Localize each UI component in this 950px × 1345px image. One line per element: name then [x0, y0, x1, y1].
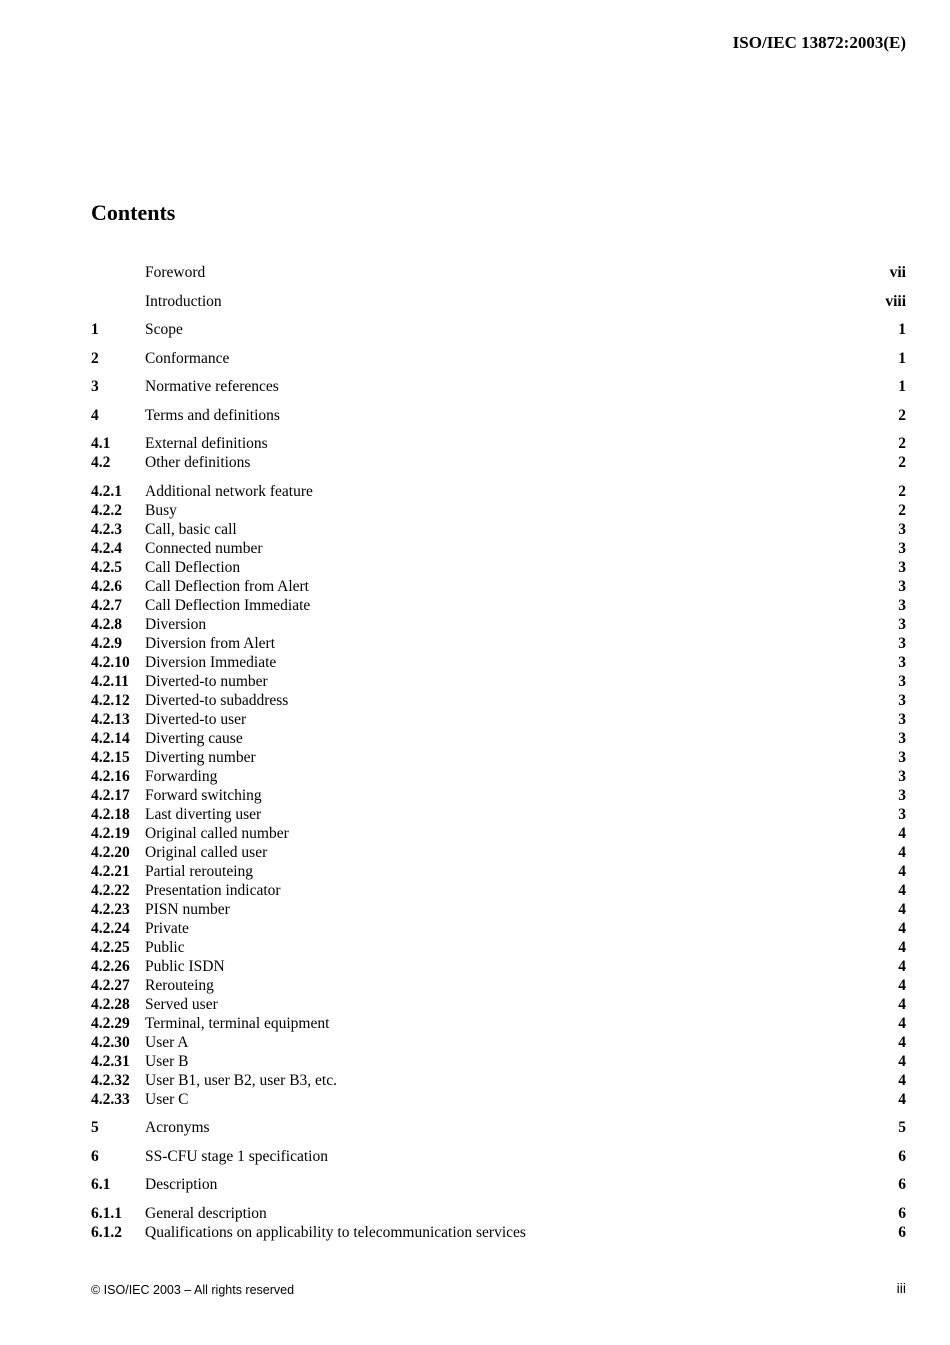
- toc-entry-page: 1: [898, 378, 906, 395]
- toc-entry-page: 4: [898, 1090, 906, 1108]
- toc-entry-label: Partial rerouteing: [145, 862, 254, 880]
- toc-entry-page: 4: [898, 938, 906, 956]
- toc-entry-page: 2: [898, 406, 906, 424]
- toc-entry-number: 4.2.8: [91, 615, 122, 633]
- toc-entry-page: 1: [898, 349, 906, 367]
- toc-entry-label: User B: [145, 1052, 189, 1070]
- toc-entry-page: 3: [898, 596, 906, 614]
- toc-entry-label: Served user: [145, 995, 218, 1013]
- toc-entry-label: Call Deflection Immediate: [145, 596, 311, 614]
- toc-entry-number: 4.2.27: [91, 976, 130, 994]
- toc-entry-number: 4.2.30: [91, 1033, 130, 1051]
- document-id-header: ISO/IEC 13872:2003(E): [732, 33, 906, 52]
- toc-entry-label: General description: [145, 1204, 267, 1222]
- toc-entry-label: External definitions: [145, 435, 268, 452]
- toc-entry-label: Forward switching: [145, 786, 262, 804]
- toc-entry-page: 1: [898, 321, 906, 338]
- toc-entry-number: 4.2.1: [91, 482, 122, 500]
- toc-entry-label: SS-CFU stage 1 specification: [145, 1147, 328, 1165]
- toc-entry-label: Presentation indicator: [145, 881, 281, 899]
- toc-entry-number: 4.2.10: [91, 653, 130, 671]
- toc-entry-label: Conformance: [145, 349, 230, 367]
- toc-entry-3[interactable]: [91, 377, 906, 396]
- toc-entry-number: 4.2.3: [91, 520, 122, 538]
- toc-entry-number: 4.2.6: [91, 577, 122, 595]
- toc-entry-4-2-10[interactable]: [91, 653, 906, 672]
- toc-entry-4-2-23[interactable]: [91, 900, 906, 919]
- toc-entry-4[interactable]: [91, 406, 906, 425]
- toc-entry-number: 3: [91, 378, 99, 395]
- toc-entry-number: 4.2.9: [91, 634, 122, 652]
- toc-entry-number: 4.2.26: [91, 957, 130, 975]
- toc-entry-label: Scope: [145, 321, 183, 338]
- toc-entry-label: Introduction: [145, 292, 222, 310]
- toc-entry-number: 4.2.16: [91, 767, 130, 785]
- toc-entry-label: Diversion: [145, 615, 207, 633]
- toc-entry-page: 3: [898, 539, 906, 557]
- toc-entry-2[interactable]: [91, 349, 906, 368]
- toc-entry-number: 4.2.29: [91, 1014, 130, 1032]
- toc-entry-page: 3: [898, 805, 906, 823]
- toc-entry-label: PISN number: [145, 900, 230, 918]
- toc-entry-label: Last diverting user: [145, 805, 262, 823]
- toc-entry-4-2-24[interactable]: [91, 919, 906, 938]
- toc-entry-6-1-2[interactable]: [91, 1223, 906, 1242]
- toc-entry-4-2-21[interactable]: [91, 862, 906, 881]
- toc-entry-page: 6: [898, 1176, 906, 1193]
- toc-entry-label: Connected number: [145, 539, 263, 557]
- toc-entry-page: 3: [898, 615, 906, 633]
- toc-entry-label: Public: [145, 938, 185, 956]
- toc-entry-number: 4.2.15: [91, 748, 130, 766]
- toc-entry-4-2-18[interactable]: [91, 805, 906, 824]
- toc-entry-page: 4: [898, 862, 906, 880]
- toc-entry-number: 4.2.11: [91, 672, 129, 690]
- toc-entry-page: 4: [898, 900, 906, 918]
- toc-entry-label: Public ISDN: [145, 957, 225, 975]
- toc-entry-4-2-9[interactable]: [91, 634, 906, 653]
- toc-entry-4-2-31[interactable]: [91, 1052, 906, 1071]
- toc-entry-4-2-2[interactable]: [91, 501, 906, 520]
- toc-entry-label: Foreword: [145, 264, 206, 281]
- toc-entry-number: 5: [91, 1119, 99, 1136]
- toc-entry-number: 6.1.2: [91, 1223, 122, 1241]
- toc-entry-4-2-32[interactable]: [91, 1071, 906, 1090]
- toc-entry-page: 3: [898, 691, 906, 709]
- toc-entry-page: 3: [898, 748, 906, 766]
- toc-entry-4-1[interactable]: [91, 434, 906, 453]
- toc-entry-number: 4.2.7: [91, 596, 122, 614]
- toc-entry-page: 4: [898, 957, 906, 975]
- toc-entry-label: Private: [145, 919, 189, 937]
- toc-entry-4-2-4[interactable]: [91, 539, 906, 558]
- toc-entry-number: 1: [91, 321, 99, 338]
- toc-entry-label: User B1, user B2, user B3, etc.: [145, 1071, 337, 1089]
- toc-entry-page: 3: [898, 634, 906, 652]
- toc-entry-number: 4.2.32: [91, 1071, 130, 1089]
- toc-entry-page: 3: [898, 672, 906, 690]
- toc-entry-page: 4: [898, 843, 906, 861]
- toc-entry-page: 4: [898, 1052, 906, 1070]
- toc-entry-page: 6: [898, 1204, 906, 1222]
- toc-entry-introduction[interactable]: [91, 292, 906, 311]
- contents-title: Contents: [91, 200, 176, 225]
- toc-entry-number: 6.1.1: [91, 1204, 122, 1222]
- toc-entry-page: 3: [898, 710, 906, 728]
- toc-entry-label: User A: [145, 1033, 189, 1051]
- toc-entry-label: Other definitions: [145, 454, 251, 471]
- toc-entry-page: 3: [898, 653, 906, 671]
- toc-entry-4-2-16[interactable]: [91, 767, 906, 786]
- toc-entry-page: 6: [898, 1147, 906, 1165]
- toc-entry-number: 4.2.25: [91, 938, 130, 956]
- toc-entry-page: 2: [898, 454, 906, 471]
- toc-entry-page: 2: [898, 482, 906, 500]
- toc-entry-label: Original called user: [145, 843, 268, 861]
- toc-entry-4-2-17[interactable]: [91, 786, 906, 805]
- toc-entry-4-2[interactable]: [91, 453, 906, 472]
- toc-entry-number: 4.2.22: [91, 881, 130, 899]
- toc-entry-6-1[interactable]: [91, 1175, 906, 1194]
- toc-entry-label: Description: [145, 1176, 218, 1193]
- toc-entry-number: 6: [91, 1147, 99, 1165]
- toc-entry-number: 4: [91, 406, 99, 424]
- toc-entry-label: Normative references: [145, 378, 279, 395]
- toc-entry-4-2-7[interactable]: [91, 596, 906, 615]
- toc-entry-label: Diverting number: [145, 748, 256, 766]
- toc-entry-number: 2: [91, 349, 99, 367]
- toc-entry-6[interactable]: [91, 1147, 906, 1166]
- toc-entry-number: 4.2.20: [91, 843, 130, 861]
- toc-entry-label: Terms and definitions: [145, 406, 280, 424]
- toc-entry-number: 4.2.28: [91, 995, 130, 1013]
- toc-entry-4-2-25[interactable]: [91, 938, 906, 957]
- toc-entry-label: User C: [145, 1090, 189, 1108]
- toc-entry-number: 4.2.2: [91, 501, 122, 519]
- page-number: iii: [896, 1280, 906, 1296]
- toc-entry-label: Busy: [145, 501, 177, 519]
- table-of-contents: [91, 263, 906, 1242]
- toc-entry-number: 4.2.13: [91, 710, 130, 728]
- toc-entry-4-2-22[interactable]: [91, 881, 906, 900]
- toc-entry-4-2-6[interactable]: [91, 577, 906, 596]
- toc-entry-label: Diverted-to subaddress: [145, 691, 289, 709]
- toc-entry-number: 4.2.12: [91, 691, 130, 709]
- toc-entry-number: 4.2.24: [91, 919, 130, 937]
- toc-entry-label: Call Deflection from Alert: [145, 577, 309, 595]
- toc-entry-label: Terminal, terminal equipment: [145, 1014, 330, 1032]
- toc-entry-label: Diversion Immediate: [145, 653, 277, 671]
- toc-entry-number: 4.2.21: [91, 862, 130, 880]
- toc-entry-4-2-8[interactable]: [91, 615, 906, 634]
- toc-entry-4-2-11[interactable]: [91, 672, 906, 691]
- toc-entry-4-2-13[interactable]: [91, 710, 906, 729]
- toc-entry-page: 5: [898, 1119, 906, 1136]
- toc-entry-page: 4: [898, 995, 906, 1013]
- toc-entry-page: 3: [898, 520, 906, 538]
- toc-entry-label: Diverted-to user: [145, 710, 247, 728]
- toc-entry-4-2-30[interactable]: [91, 1033, 906, 1052]
- toc-entry-label: Qualifications on applicability to telecommunication services: [145, 1223, 526, 1241]
- toc-entry-label: Call, basic call: [145, 520, 237, 538]
- toc-entry-page: 2: [898, 501, 906, 519]
- toc-entry-number: 4.2.23: [91, 900, 130, 918]
- toc-entry-number: 4.1: [91, 435, 111, 452]
- toc-entry-number: 4.2.33: [91, 1090, 130, 1108]
- toc-entry-foreword[interactable]: [91, 263, 906, 282]
- toc-entry-number: 4.2.5: [91, 558, 122, 576]
- toc-entry-1[interactable]: [91, 320, 906, 339]
- toc-entry-4-2-19[interactable]: [91, 824, 906, 843]
- toc-entry-page: vii: [889, 264, 906, 281]
- toc-entry-4-2-3[interactable]: [91, 520, 906, 539]
- toc-entry-4-2-29[interactable]: [91, 1014, 906, 1033]
- toc-entry-page: 3: [898, 577, 906, 595]
- toc-entry-page: 4: [898, 919, 906, 937]
- toc-entry-page: 4: [898, 824, 906, 842]
- toc-entry-label: Acronyms: [145, 1119, 210, 1136]
- toc-entry-4-2-33[interactable]: [91, 1090, 906, 1109]
- toc-entry-4-2-12[interactable]: [91, 691, 906, 710]
- toc-entry-number: 4.2.19: [91, 824, 130, 842]
- toc-entry-label: Forwarding: [145, 767, 218, 785]
- toc-entry-label: Diversion from Alert: [145, 634, 276, 652]
- toc-entry-4-2-28[interactable]: [91, 995, 906, 1014]
- toc-entry-page: 3: [898, 786, 906, 804]
- toc-entry-page: 4: [898, 976, 906, 994]
- toc-entry-page: viii: [885, 292, 906, 310]
- toc-entry-label: Diverting cause: [145, 729, 243, 747]
- toc-entry-number: 4.2.14: [91, 729, 130, 747]
- toc-entry-number: 4.2: [91, 454, 111, 471]
- toc-entry-number: 6.1: [91, 1176, 111, 1193]
- copyright-notice: © ISO/IEC 2003 – All rights reserved: [91, 1283, 295, 1297]
- toc-entry-page: 6: [898, 1223, 906, 1241]
- toc-entry-label: Additional network feature: [145, 482, 313, 500]
- toc-entry-page: 4: [898, 1033, 906, 1051]
- toc-entry-page: 2: [898, 435, 906, 452]
- toc-entry-label: Rerouteing: [145, 976, 214, 994]
- toc-entry-4-2-15[interactable]: [91, 748, 906, 767]
- toc-entry-label: Diverted-to number: [145, 672, 268, 690]
- toc-entry-number: 4.2.18: [91, 805, 130, 823]
- toc-entry-4-2-26[interactable]: [91, 957, 906, 976]
- toc-entry-4-2-14[interactable]: [91, 729, 906, 748]
- toc-entry-page: 4: [898, 881, 906, 899]
- toc-entry-4-2-1[interactable]: [91, 482, 906, 501]
- toc-entry-6-1-1[interactable]: [91, 1204, 906, 1223]
- toc-entry-number: 4.2.4: [91, 539, 122, 557]
- toc-entry-number: 4.2.17: [91, 786, 130, 804]
- toc-entry-number: 4.2.31: [91, 1052, 130, 1070]
- toc-entry-4-2-27[interactable]: [91, 976, 906, 995]
- toc-entry-page: 3: [898, 729, 906, 747]
- toc-entry-label: Call Deflection: [145, 558, 241, 576]
- toc-entry-page: 4: [898, 1014, 906, 1032]
- toc-entry-label: Original called number: [145, 824, 289, 842]
- toc-entry-page: 3: [898, 558, 906, 576]
- toc-entry-page: 3: [898, 767, 906, 785]
- toc-entry-page: 4: [898, 1071, 906, 1089]
- toc-entry-4-2-5[interactable]: [91, 558, 906, 577]
- toc-entry-5[interactable]: [91, 1118, 906, 1137]
- toc-entry-4-2-20[interactable]: [91, 843, 906, 862]
